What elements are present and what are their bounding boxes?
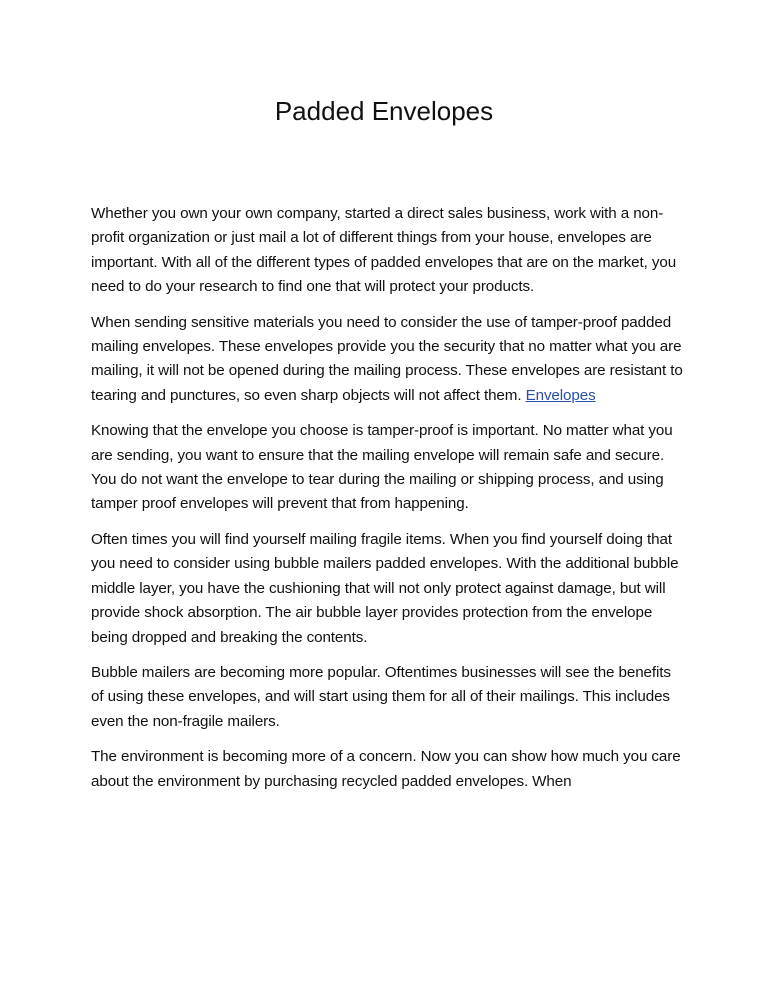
envelopes-link[interactable]: Envelopes [525,386,596,404]
paragraph-fragile-items: Often times you will find yourself mailing fragile items. When you find yourself doing that you need to consider using bubble mailers padded envelopes. With the additional bubble middle layer, you have the cushioning that will not only protect against damage, but will provide shock absorption. The air bubble layer provides protection from the envelope being dropped and breaking the contents. [91,530,679,646]
document-body [91,202,687,805]
paragraph-tamper-proof-text: When sending sensitive materials you need to consider the use of tamper-proof padded mailing envelopes. These envelopes provide you the security that no matter what you are mailing, it will not be opened during the mailing process. These envelopes are resistant to tearing and punctures, so even sharp objects will not affect them. [91,313,683,404]
paragraph-environment: The environment is becoming more of a concern. Now you can show how much you care about the environment by purchasing recycled padded envelopes. When [91,748,681,790]
paragraph-safe-secure: Knowing that the envelope you choose is tamper-proof is important. No matter what you are sending, you want to ensure that the mailing envelope will remain safe and secure. You do not want the envelope to tear during the mailing or shipping process, and using tamper proof envelopes will prevent that from happening. [91,422,673,513]
page-title: Padded Envelopes [274,96,494,126]
paragraph-bubble-mailers: Bubble mailers are becoming more popular. Oftentimes businesses will see the benefits of using these envelopes, and will start using them for all of their mailings. This includes even the non-fragile mailers. [91,663,671,730]
paragraph-tamper-proof [91,311,687,409]
paragraph-intro: Whether you own your own company, started a direct sales business, work with a non-profit organization or just mail a lot of different things from your house, envelopes are important. With all of the different types of padded envelopes that are on the market, you need to do your research to find one that will protect your products. [91,205,677,296]
